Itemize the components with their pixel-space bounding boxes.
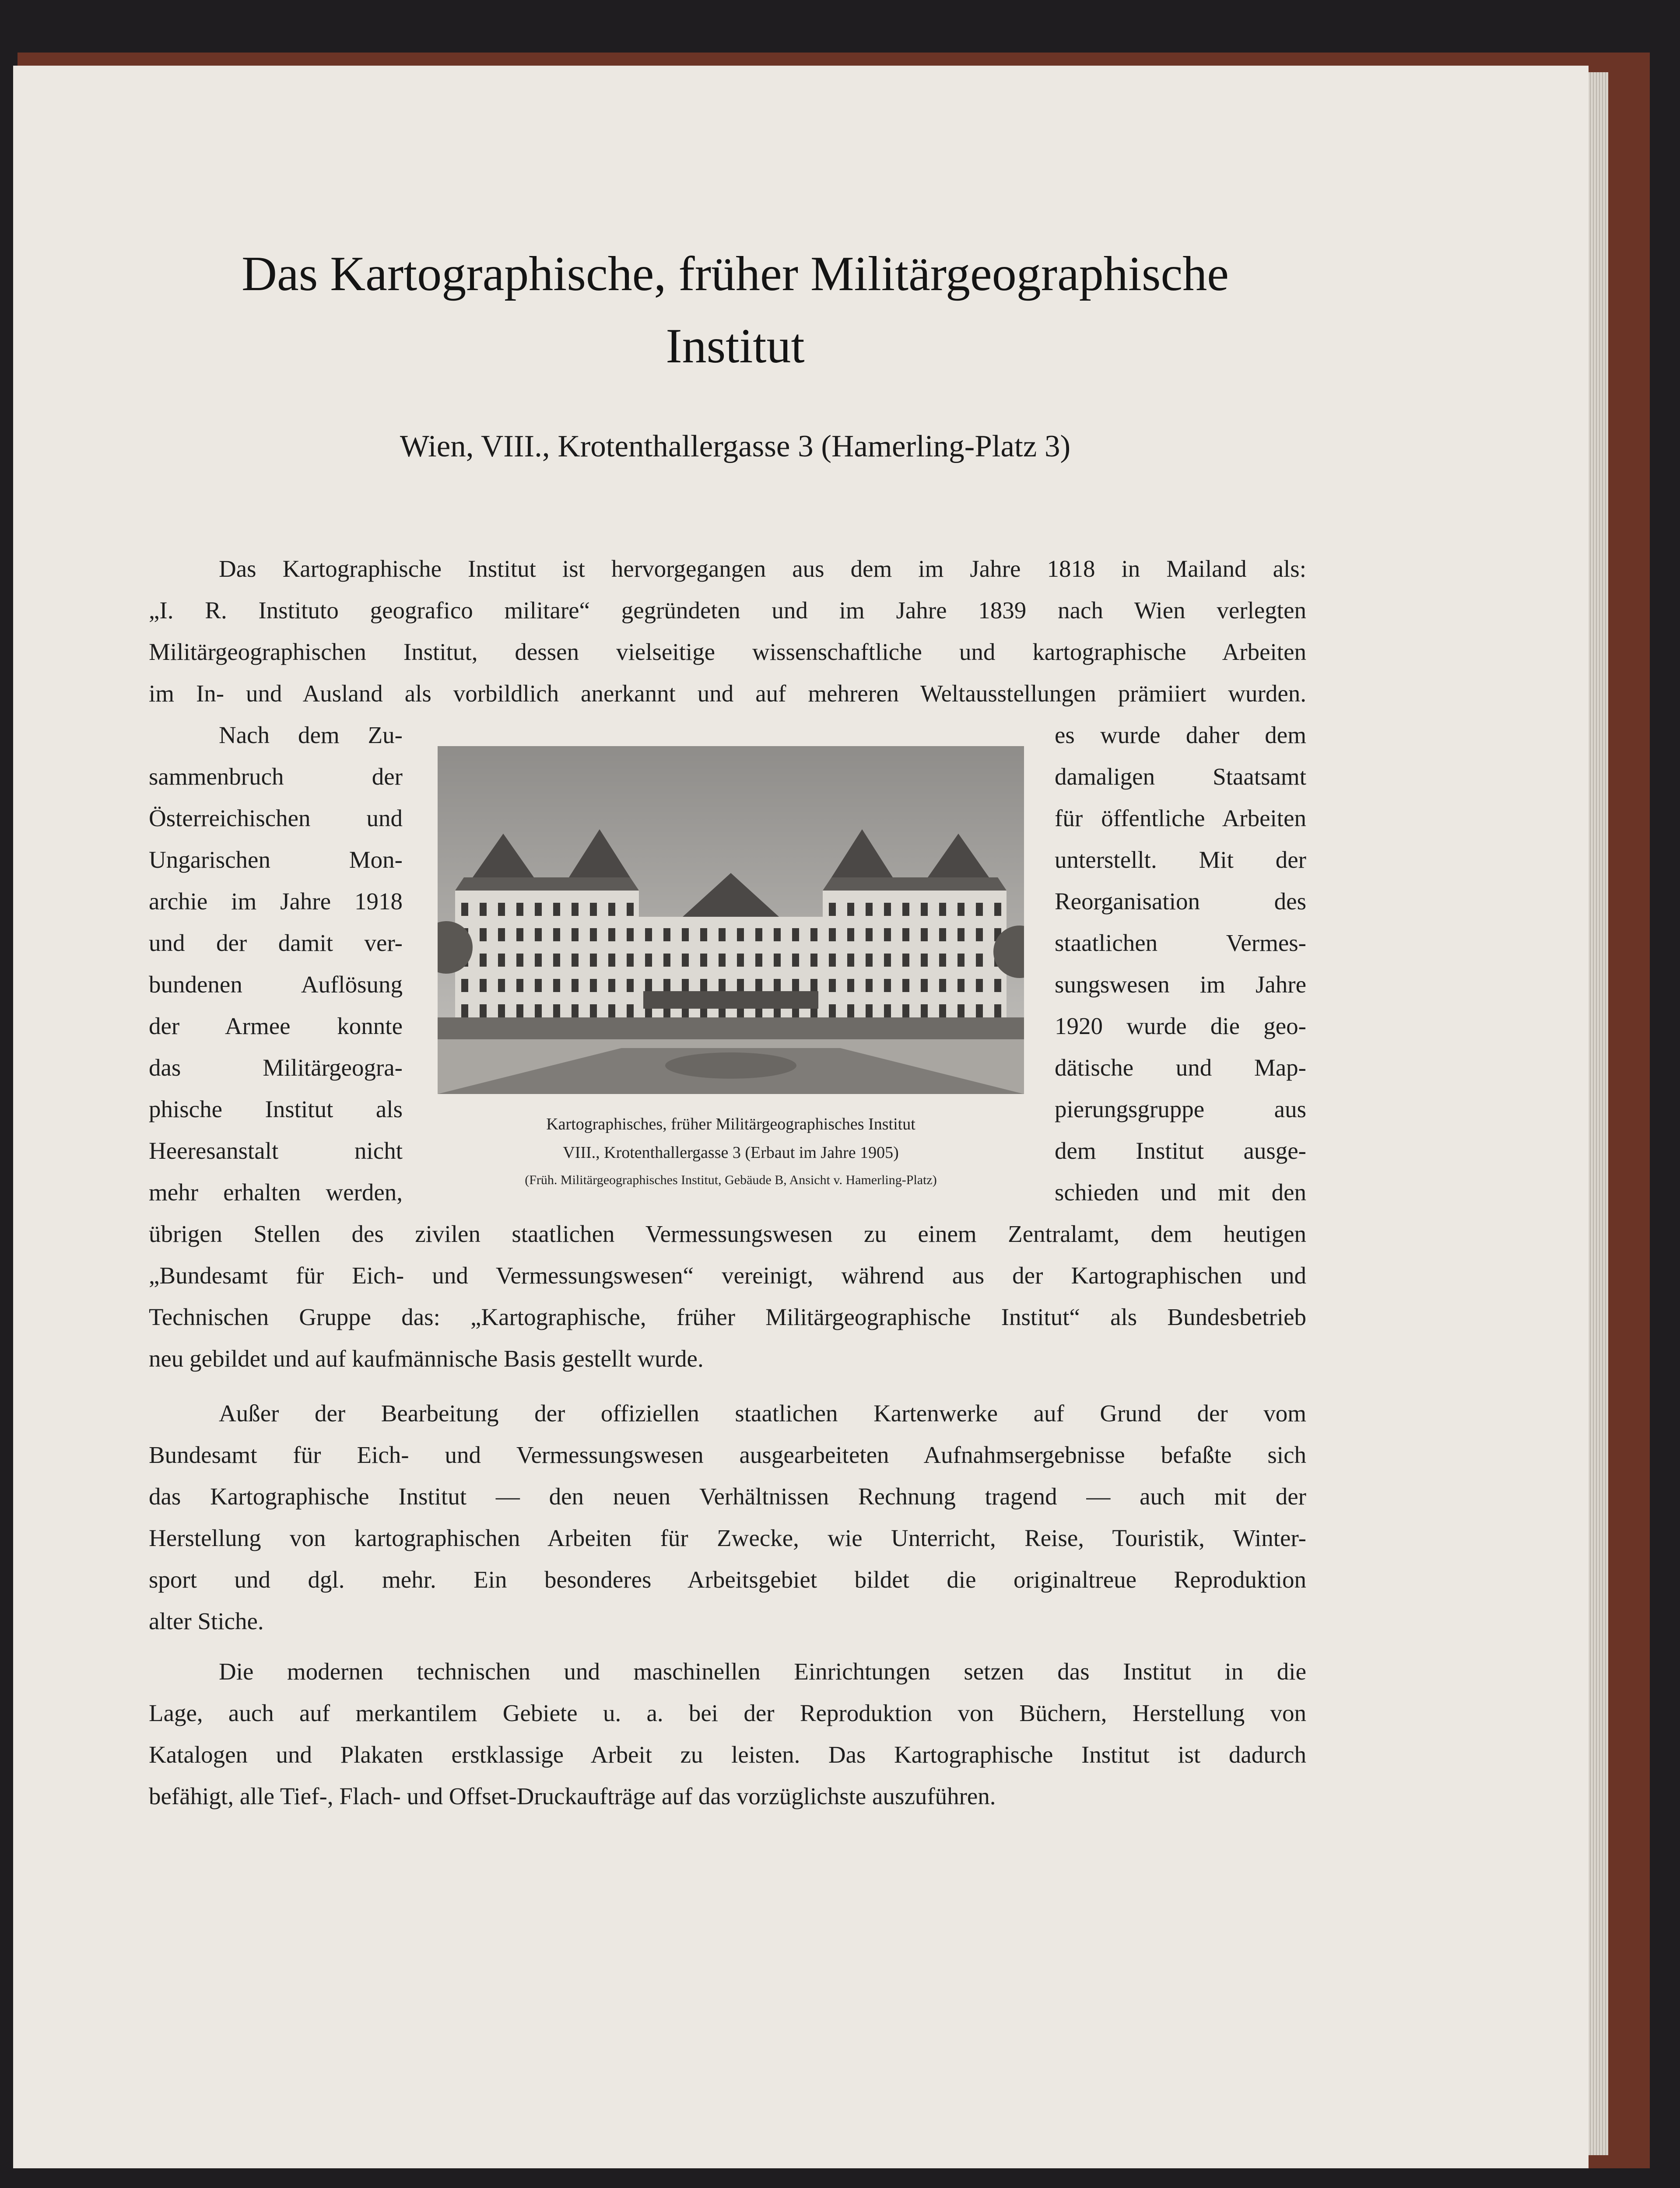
title-line-1: Das Kartographische, früher Militärgeographische — [242, 247, 1229, 301]
paragraph-2-line: sport und dgl. mehr. Ein besonderes Arbeitsgebiet bildet die originaltreue Reproduktion — [149, 1566, 1306, 1593]
paragraph-2-line: alter Stiche. — [149, 1608, 264, 1634]
right-column-line: sungswesen im Jahre — [1055, 971, 1306, 998]
paragraph-1-cont-line: „Bundesamt für Eich- und Vermessungswesen“ vereinigt, während aus der Kartographischen und — [149, 1262, 1306, 1289]
left-column-line: der Armee konnte — [149, 1013, 403, 1039]
paragraph-2-line: Bundesamt für Eich- und Vermessungswesen ausgearbeiteten Aufnahmsergebnisse befaßte sich — [149, 1441, 1306, 1468]
figure-caption-line-1: Kartographisches, früher Militärgeographisches Institut — [546, 1115, 915, 1133]
left-column-line: und der damit ver- — [149, 929, 403, 956]
right-column-line: dem Institut ausge- — [1055, 1137, 1306, 1164]
right-column-line: Reorganisation des — [1055, 888, 1306, 915]
paragraph-2-line: Außer der Bearbeitung der offiziellen staatlichen Kartenwerke auf Grund der vom — [219, 1400, 1306, 1427]
left-column-line: Ungarischen Mon- — [149, 846, 403, 873]
paragraph-3-line: Die modernen technischen und maschinellen Einrichtungen setzen das Institut in die — [219, 1658, 1306, 1685]
right-column-line: es wurde daher dem — [1055, 722, 1306, 748]
paragraph-3-line: Lage, auch auf merkantilem Gebiete u. a. bei der Reproduktion von Büchern, Herstellung von — [149, 1700, 1306, 1726]
right-column-line: schieden und mit den — [1055, 1179, 1306, 1206]
left-column-line: das Militärgeogra- — [149, 1054, 403, 1081]
paragraph-1-cont-line: Technischen Gruppe das: „Kartographische, früher Militärgeographische Institut“ als Bundesbetrieb — [149, 1304, 1306, 1330]
right-column-line: damaligen Staatsamt — [1055, 763, 1306, 790]
left-column-line: archie im Jahre 1918 — [149, 888, 403, 915]
left-column-line: phische Institut als — [149, 1096, 403, 1122]
paragraph-3-line: Katalogen und Plakaten erstklassige Arbeit zu leisten. Das Kartographische Institut ist dadurch — [149, 1741, 1306, 1768]
left-column-line: Nach dem Zu- — [219, 722, 403, 748]
left-column-line: bundenen Auflösung — [149, 971, 403, 998]
right-column-line: pierungsgruppe aus — [1055, 1096, 1306, 1122]
figure-caption-line-2: VIII., Krotenthallergasse 3 (Erbaut im Jahre 1905) — [563, 1143, 899, 1162]
left-column-line: mehr erhalten werden, — [149, 1179, 403, 1206]
paragraph-1-line: im In- und Ausland als vorbildlich anerkannt und auf mehreren Weltausstellungen prämiiert wurden. — [149, 680, 1306, 707]
paragraph-1-line: „I. R. Instituto geografico militare“ gegründeten und im Jahre 1839 nach Wien verlegten — [149, 597, 1306, 624]
paragraph-1-cont-line: neu gebildet und auf kaufmännische Basis gestellt wurde. — [149, 1345, 704, 1372]
right-column-line: unterstellt. Mit der — [1055, 846, 1306, 873]
paragraph-1-cont-line: übrigen Stellen des zivilen staatlichen Vermessungswesen zu einem Zentralamt, dem heutigen — [149, 1220, 1306, 1247]
title-line-2: Institut — [666, 319, 805, 373]
left-column-line: Heeresanstalt nicht — [149, 1137, 403, 1164]
right-column-line: 1920 wurde die geo- — [1055, 1013, 1306, 1039]
building-photo — [438, 746, 1024, 1094]
figure-caption-line-3: (Früh. Militärgeographisches Institut, Gebäude B, Ansicht v. Hamerling-Platz) — [525, 1173, 937, 1187]
subtitle: Wien, VIII., Krotenthallergasse 3 (Hamerling-Platz 3) — [400, 429, 1071, 463]
right-column-line: für öffentliche Arbeiten — [1055, 805, 1306, 831]
right-column-line: staatlichen Vermes- — [1055, 929, 1306, 956]
paragraph-1-line: Das Kartographische Institut ist hervorgegangen aus dem im Jahre 1818 in Mailand als: — [219, 555, 1306, 582]
right-column-line: dätische und Map- — [1055, 1054, 1306, 1081]
paragraph-2-line: das Kartographische Institut — den neuen Verhältnissen Rechnung tragend — auch mit der — [149, 1483, 1306, 1510]
paragraph-1-line: Militärgeographischen Institut, dessen vielseitige wissenschaftliche und kartographische Arbeiten — [149, 638, 1306, 665]
left-column-line: sammenbruch der — [149, 763, 403, 790]
paragraph-2-line: Herstellung von kartographischen Arbeiten für Zwecke, wie Unterricht, Reise, Touristik, Winter- — [149, 1525, 1306, 1551]
paragraph-3-line: befähigt, alle Tief-, Flach- und Offset-Druckaufträge auf das vorzüglichste auszuführen. — [149, 1783, 996, 1809]
left-column-line: Österreichischen und — [149, 805, 403, 831]
